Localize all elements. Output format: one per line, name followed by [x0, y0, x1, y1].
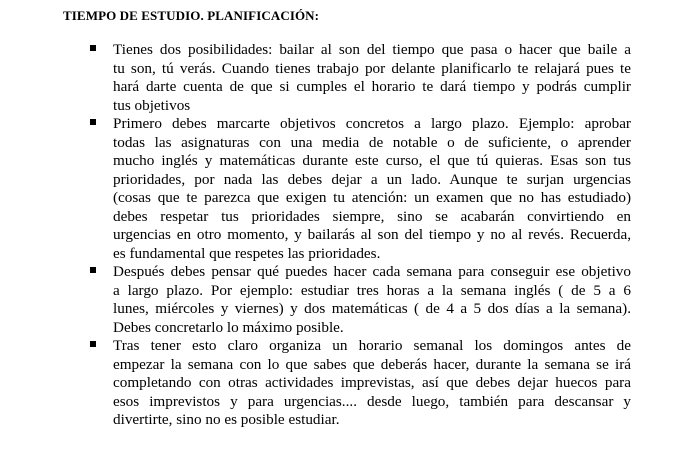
bullet-list	[0, 41, 631, 430]
text-line: Después debes pensar qué puedes hacer cada semana para conseguir ese objetivo	[113, 263, 631, 280]
text-line: mucho inglés y matemáticas durante este curso, el que tú quieras. Esas son tus	[113, 152, 631, 169]
paragraph	[113, 41, 631, 115]
text-line: Primero debes marcarte objetivos concretos a largo plazo. Ejemplo: aprobar	[113, 115, 631, 132]
text-line: esos imprevistos y para urgencias.... desde luego, también para descansar y	[113, 392, 631, 410]
text-line: lunes, miércoles y viernes) y dos matemáticas ( de 4 a 5 dos días a la semana).	[113, 300, 631, 317]
text-line: hará darte cuenta de que si cumples el horario te dará tiempo y podrás cumplir	[113, 78, 631, 95]
square-bullet-icon	[90, 341, 96, 347]
text-line: Tras tener esto claro organiza un horario semanal los domingos antes de	[113, 337, 631, 354]
paragraph	[113, 115, 631, 263]
text-line: (cosas que te parezca que exigen tu atención: un examen que no has estudiado)	[113, 189, 631, 206]
list-item	[0, 337, 631, 430]
text-line: prioridades, por nada las debes dejar a un lado. Aunque te surjan urgencias	[113, 170, 631, 188]
list-item	[0, 263, 631, 337]
list-item	[0, 115, 631, 263]
square-bullet-icon	[90, 119, 96, 125]
text-line: urgencias en otro momento, y bailarás al son del tiempo y no al revés. Recuerda,	[113, 226, 631, 243]
text-line: debes respetar tus prioridades siempre, sino se acabarán convirtiendo en	[113, 207, 631, 225]
text-line: tu son, tú verás. Cuando tienes trabajo por delante planificarlo te relajará pues te	[113, 59, 631, 77]
text-line: Debes concretarlo lo máximo posible.	[113, 318, 344, 336]
paragraph	[113, 337, 631, 430]
text-line: tus objetivos	[113, 96, 191, 114]
paragraph	[113, 263, 631, 337]
text-line: a largo plazo. Por ejemplo: estudiar tres horas a la semana inglés ( de 5 a 6	[113, 281, 631, 299]
text-line: Tienes dos posibilidades: bailar al son del tiempo que pasa o hacer que baile a	[113, 41, 631, 58]
text-line: todas las asignaturas con una media de notable o de suficiente, o aprender	[113, 133, 631, 151]
text-line: es fundamental que respetes las prioridades.	[113, 244, 381, 262]
text-line: divertirte, sino no es posible estudiar.	[113, 411, 340, 428]
text-line: empezar la semana con lo que sabes que deberás hacer, durante la semana se irá	[113, 355, 631, 373]
text-line: completando con otras actividades imprevistas, así que debes dejar huecos para	[113, 374, 631, 391]
square-bullet-icon	[90, 45, 96, 51]
document-title: TIEMPO DE ESTUDIO. PLANIFICACIÓN:	[63, 8, 320, 23]
square-bullet-icon	[90, 267, 96, 273]
list-item	[0, 41, 631, 115]
